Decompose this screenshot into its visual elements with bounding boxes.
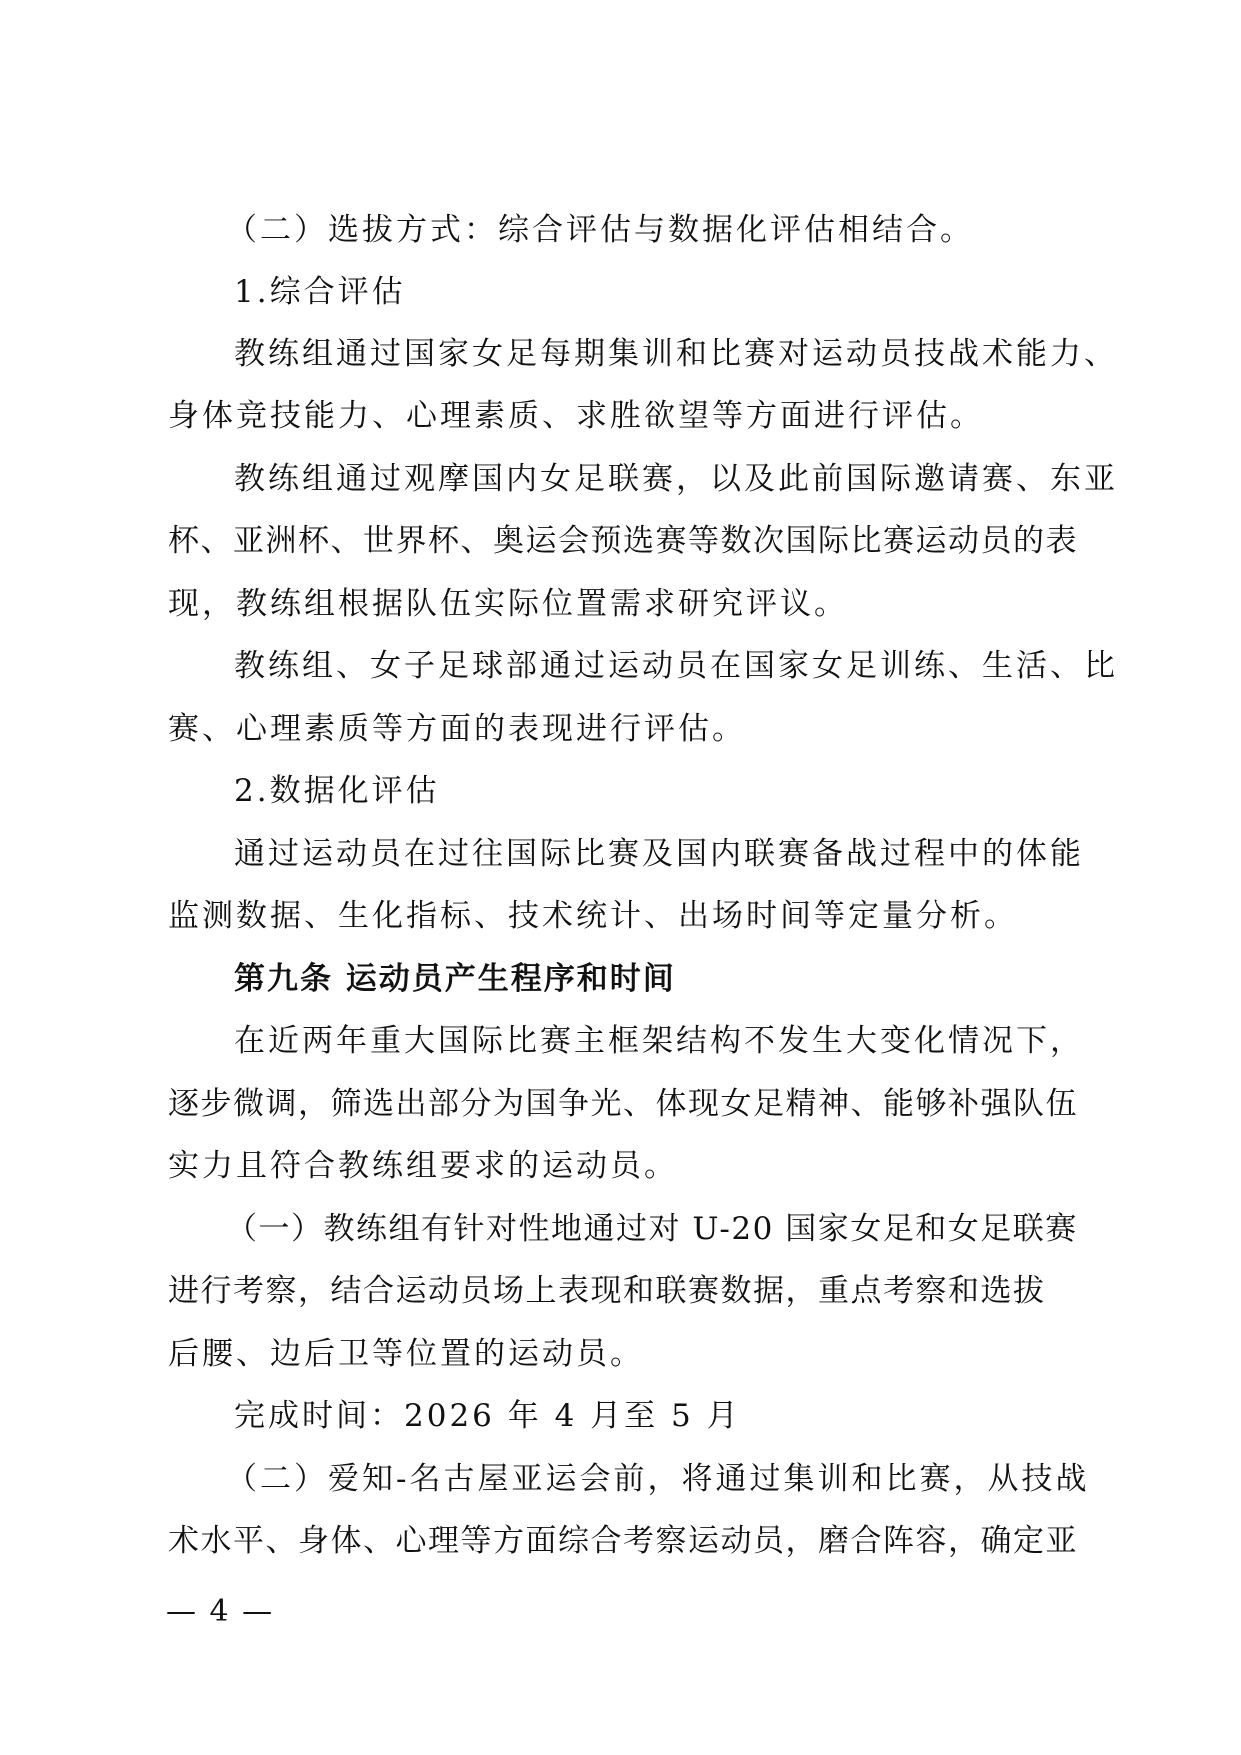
completion-time: 完成时间：2026 年 4 月至 5 月 xyxy=(234,1398,741,1434)
paragraph-line: 身体竞技能力、心理素质、求胜欲望等方面进行评估。 xyxy=(168,398,984,434)
paragraph-selection-method: （二）选拔方式：综合评估与数据化评估相结合。 xyxy=(226,212,974,248)
paragraph-line: 实力且符合教练组要求的运动员。 xyxy=(168,1148,678,1184)
paragraph-line: 杯、亚洲杯、世界杯、奥运会预选赛等数次国际比赛运动员的表 xyxy=(168,523,1078,559)
paragraph-line: （二）爱知-名古屋亚运会前，将通过集训和比赛，从技战 xyxy=(226,1461,1090,1497)
paragraph-line: 后腰、边后卫等位置的运动员。 xyxy=(168,1336,644,1372)
subheading-comprehensive-evaluation: 1.综合评估 xyxy=(234,274,406,310)
paragraph-line: 教练组、女子足球部通过运动员在国家女足训练、生活、比 xyxy=(234,648,1118,684)
paragraph-line: 术水平、身体、心理等方面综合考察运动员，磨合阵容，确定亚 xyxy=(168,1523,1078,1559)
paragraph-line: 进行考察，结合运动员场上表现和联赛数据，重点考察和选拔 xyxy=(168,1273,1046,1309)
paragraph-line: （一）教练组有针对性地通过对 U-20 国家女足和女足联赛 xyxy=(226,1211,1078,1247)
paragraph-line: 现，教练组根据队伍实际位置需求研究评议。 xyxy=(168,586,848,622)
article-heading: 第九条 运动员产生程序和时间 xyxy=(234,961,676,997)
subheading-data-evaluation: 2.数据化评估 xyxy=(234,773,440,809)
paragraph-line: 通过运动员在过往国际比赛及国内联赛备战过程中的体能 xyxy=(234,836,1084,872)
paragraph-line: 教练组通过国家女足每期集训和比赛对运动员技战术能力、 xyxy=(234,336,1118,372)
paragraph-line: 在近两年重大国际比赛主框架结构不发生大变化情况下， xyxy=(234,1023,1084,1059)
paragraph-line: 逐步微调，筛选出部分为国争光、体现女足精神、能够补强队伍 xyxy=(168,1086,1078,1122)
page-number: — 4 — xyxy=(166,1594,275,1629)
paragraph-line: 赛、心理素质等方面的表现进行评估。 xyxy=(168,711,746,747)
paragraph-line: 监测数据、生化指标、技术统计、出场时间等定量分析。 xyxy=(168,898,1018,934)
paragraph-line: 教练组通过观摩国内女足联赛，以及此前国际邀请赛、东亚 xyxy=(234,461,1118,497)
